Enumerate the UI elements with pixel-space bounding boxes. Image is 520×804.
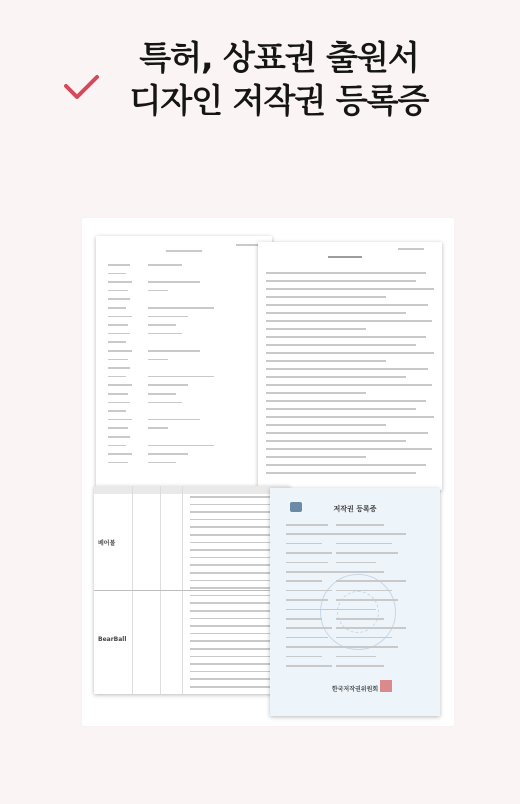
text-line: [266, 440, 406, 442]
text-line: [148, 419, 200, 421]
text-line: [266, 416, 434, 418]
text-line: [336, 599, 398, 601]
text-line: [108, 333, 130, 335]
text-line: [190, 678, 282, 680]
header: [0, 0, 520, 150]
text-line: [286, 590, 332, 592]
text-line: [286, 580, 322, 582]
text-line: [148, 350, 200, 352]
text-line: [108, 445, 126, 447]
text-line: [190, 549, 278, 551]
text-line: [336, 618, 384, 620]
text-line: [148, 445, 214, 447]
text-line: [108, 324, 128, 326]
text-line: [286, 665, 332, 667]
document-collage: [82, 218, 454, 726]
text-line: [108, 359, 128, 361]
text-line: [190, 663, 280, 665]
text-line: [148, 376, 214, 378]
text-line: [148, 427, 168, 429]
title-line-1: 특허, 상표권 출원서: [139, 38, 419, 77]
text-line: [190, 686, 278, 688]
text-line: [336, 627, 406, 629]
text-line: [190, 564, 270, 566]
text-line: [108, 436, 130, 438]
text-line: [148, 333, 182, 335]
text-line: [148, 264, 182, 266]
watermark-seal-icon: [320, 574, 396, 650]
text-line: [108, 393, 128, 395]
text-line: [266, 304, 428, 306]
official-stamp-icon: [380, 680, 392, 692]
text-line: [148, 307, 214, 309]
text-line: [190, 610, 270, 612]
text-line: [108, 453, 132, 455]
text-line: [108, 402, 130, 404]
text-line: [266, 392, 366, 394]
page-title: [0, 36, 520, 122]
text-line: [266, 384, 432, 386]
text-line: [266, 280, 416, 282]
text-line: [108, 367, 130, 369]
text-line: [336, 637, 392, 639]
text-line: [108, 264, 130, 266]
text-line: [190, 587, 282, 589]
title-line-2: 디자인 저작권 등록증: [129, 81, 429, 120]
text-line: [266, 400, 426, 402]
text-line: [266, 368, 428, 370]
text-line: [190, 519, 270, 521]
certificate-issuer: 한국저작권위원회: [331, 686, 379, 693]
text-line: [266, 456, 366, 458]
text-line: [148, 402, 182, 404]
text-line: [108, 316, 132, 318]
text-line: [286, 543, 322, 545]
text-line: [266, 320, 432, 322]
text-line: [148, 384, 188, 386]
text-line: [266, 296, 386, 298]
text-line: [148, 290, 168, 292]
text-line: [266, 464, 426, 466]
text-line: [336, 552, 398, 554]
text-line: [108, 341, 126, 343]
text-line: [108, 298, 130, 300]
text-line: [148, 359, 168, 361]
text-line: [336, 543, 392, 545]
text-line: [266, 336, 426, 338]
text-line: [336, 580, 406, 582]
text-line: [266, 432, 428, 434]
application-form-document: [96, 236, 272, 486]
text-line: [266, 344, 416, 346]
table-row-label-2: BearBall: [98, 636, 127, 643]
table-row-label-1: 베어볼: [98, 540, 116, 547]
text-line: [108, 462, 128, 464]
text-line: [190, 526, 280, 528]
text-line: [266, 448, 432, 450]
trademark-table-document: [94, 486, 290, 694]
text-line: [286, 646, 336, 648]
text-line: [108, 273, 126, 275]
text-line: [336, 646, 398, 648]
text-line: [190, 572, 280, 574]
text-line: [266, 272, 426, 274]
text-line: [266, 360, 386, 362]
text-line: [266, 472, 416, 474]
certificate-title: 저작권 등록증: [333, 505, 377, 513]
text-line: [190, 580, 276, 582]
text-line: [286, 637, 328, 639]
text-line: [286, 618, 322, 620]
text-line: [190, 496, 282, 498]
copyright-certificate-document: [270, 488, 440, 716]
text-line: [108, 419, 132, 421]
text-line: [148, 453, 188, 455]
text-line: [336, 571, 384, 573]
text-line: [336, 656, 376, 658]
text-line: [108, 410, 126, 412]
text-line: [148, 316, 188, 318]
text-line: [190, 633, 282, 635]
text-line: [266, 312, 406, 314]
text-line: [336, 609, 376, 611]
text-line: [266, 288, 434, 290]
text-line: [286, 571, 336, 573]
text-line: [266, 424, 386, 426]
text-line: [190, 618, 280, 620]
text-line: [108, 427, 128, 429]
text-line: [286, 599, 328, 601]
text-line: [266, 328, 366, 330]
text-line: [266, 376, 406, 378]
specification-document: [258, 242, 442, 490]
text-line: [190, 625, 276, 627]
text-line: [286, 609, 336, 611]
text-line: [108, 376, 126, 378]
text-line: [148, 281, 200, 283]
text-line: [190, 671, 276, 673]
text-line: [286, 627, 332, 629]
text-line: [336, 665, 384, 667]
text-line: [190, 656, 270, 658]
text-line: [190, 640, 278, 642]
text-line: [286, 562, 328, 564]
text-line: [190, 542, 282, 544]
text-line: [108, 384, 132, 386]
text-line: [148, 393, 176, 395]
text-line: [336, 562, 376, 564]
text-line: [286, 656, 322, 658]
text-line: [286, 524, 328, 526]
text-line: [286, 552, 332, 554]
text-line: [190, 504, 278, 506]
text-line: [108, 307, 126, 309]
text-line: [108, 281, 132, 283]
text-line: [286, 533, 336, 535]
text-line: [190, 534, 276, 536]
text-line: [336, 590, 392, 592]
text-line: [148, 462, 176, 464]
text-line: [108, 350, 132, 352]
text-line: [336, 524, 384, 526]
text-line: [108, 290, 128, 292]
text-line: [266, 408, 416, 410]
text-line: [190, 595, 278, 597]
text-line: [336, 533, 406, 535]
text-line: [266, 352, 434, 354]
text-line: [148, 324, 176, 326]
